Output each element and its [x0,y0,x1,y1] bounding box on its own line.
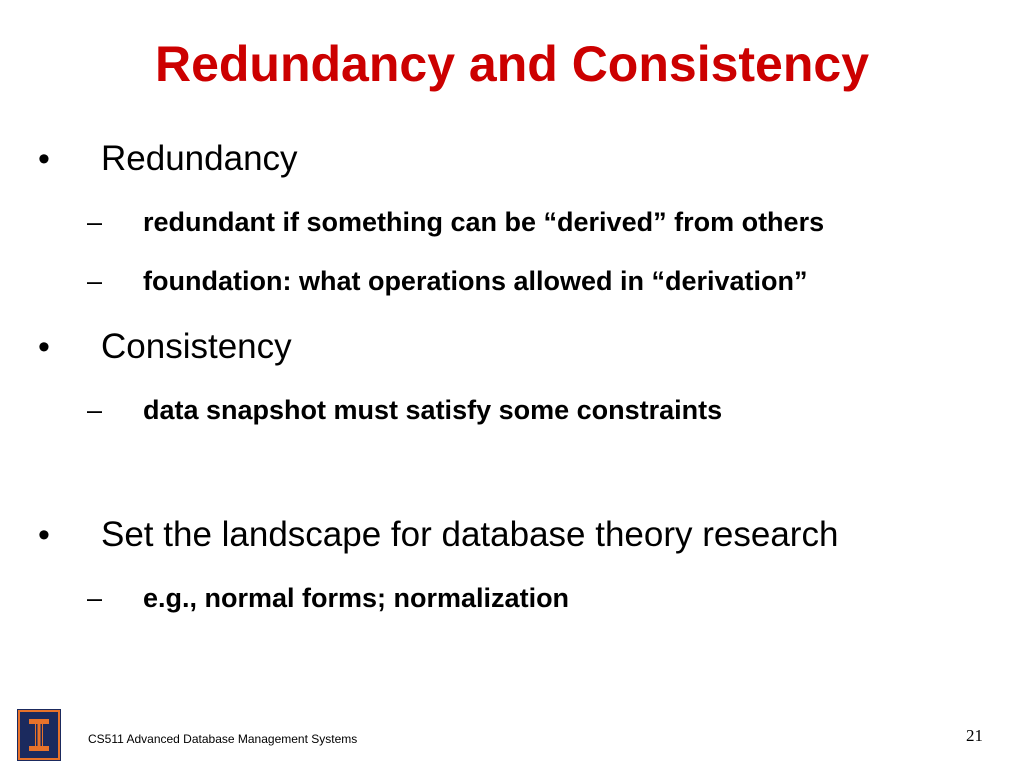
bullet-item [0,139,1024,183]
sub-text: redundant if something can be “derived” from others [143,207,825,237]
sub-item [0,580,1024,616]
sub-marker: – [87,207,103,237]
footer-course-title: CS511 Advanced Database Management Systems [88,732,358,746]
bullet-text: Redundancy [101,139,298,178]
sub-text: foundation: what operations allowed in “derivation” [143,266,808,296]
university-logo-icon [17,709,61,761]
page-number: 21 [966,726,983,745]
bullet-item [0,327,1024,371]
bullet-marker: • [38,140,50,178]
bullet-text: Set the landscape for database theory research [101,515,839,554]
slide-title: Redundancy and Consistency [154,36,870,92]
bullet-marker: • [38,328,50,366]
sub-item [0,204,1024,240]
sub-marker: – [87,395,103,425]
sub-text: data snapshot must satisfy some constraints [143,395,723,425]
bullet-item [0,515,1024,559]
sub-marker: – [87,583,103,613]
sub-item [0,392,1024,428]
bullet-marker: • [38,516,50,554]
sub-text: e.g., normal forms; normalization [143,583,570,613]
bullet-text: Consistency [101,327,292,366]
sub-marker: – [87,266,103,296]
sub-item [0,263,1024,299]
